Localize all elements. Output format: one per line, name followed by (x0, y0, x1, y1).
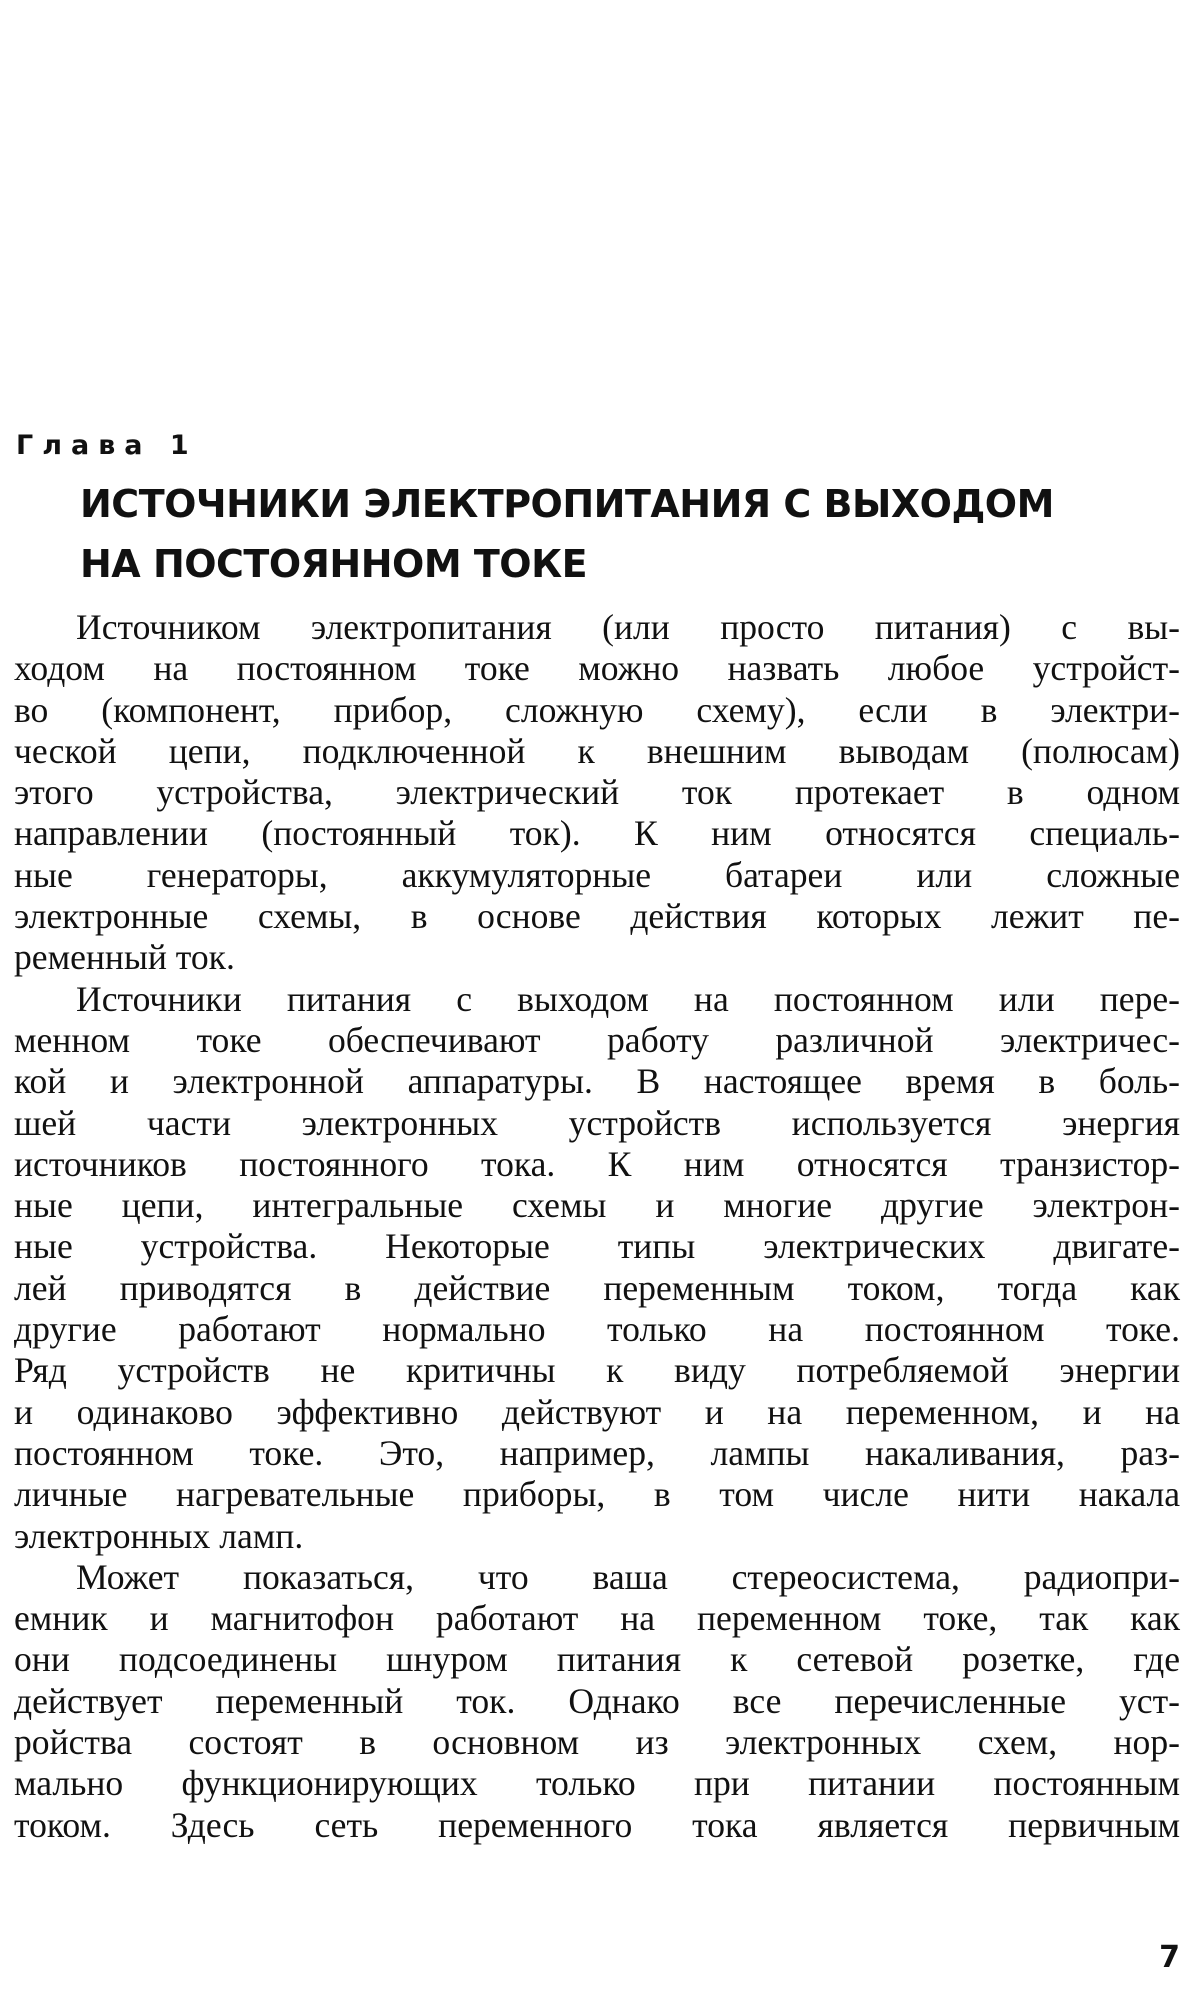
text-line: постоянном токе. Это, например, лампы накаливания, раз- (14, 1432, 1180, 1473)
text-line: Источником электропитания (или просто питания) с вы- (76, 607, 1180, 647)
text-line: направлении (постоянный ток). К ним относятся специаль- (14, 813, 1180, 854)
text-line: электронных ламп. (14, 1515, 304, 1556)
text-line: ные цепи, интегральные схемы и многие другие электрон- (14, 1185, 1180, 1226)
paragraph-3 (14, 1557, 1180, 1846)
text-line: шей части электронных устройств используется энергия (14, 1102, 1180, 1143)
text-line: ременный ток. (14, 937, 235, 978)
text-line: ные устройства. Некоторые типы электрических двигате- (14, 1226, 1180, 1267)
paragraph-1 (14, 607, 1180, 979)
text-line: Может показаться, что ваша стереосистема, радиопри- (76, 1556, 1180, 1597)
text-line: этого устройства, электрический ток протекает в одном (14, 772, 1180, 813)
text-line: мально функционирующих только при питании постоянным (14, 1763, 1180, 1804)
text-line: во (компонент, прибор, сложную схему), если в электри- (14, 689, 1180, 730)
paragraph-2 (14, 979, 1180, 1557)
text-line: ходом на постоянном токе можно назвать любое устройст- (14, 648, 1180, 689)
text-line: емник и магнитофон работают на переменном токе, так как (14, 1598, 1180, 1639)
text-line: ройства состоят в основном из электронных схем, нор- (14, 1722, 1180, 1763)
text-line: электронные схемы, в основе действия которых лежит пе- (14, 896, 1180, 937)
text-line: другие работают нормально только на постоянном токе. (14, 1309, 1180, 1350)
text-line: менном токе обеспечивают работу различной электричес- (14, 1019, 1180, 1060)
text-line: лей приводятся в действие переменным током, тогда как (14, 1267, 1180, 1308)
text-line: они подсоединены шнуром питания к сетевой розетке, где (14, 1639, 1180, 1680)
text-line: ные генераторы, аккумуляторные батареи или сложные (14, 854, 1180, 895)
text-line: и одинаково эффективно действуют и на переменном, и на (14, 1391, 1180, 1432)
text-line: действует переменный ток. Однако все перечисленные уст- (14, 1680, 1180, 1721)
text-line: Ряд устройств не критичны к виду потребляемой энергии (14, 1350, 1180, 1391)
text-line: источников постоянного тока. К ним относятся транзистор- (14, 1143, 1180, 1184)
chapter-title-line: НА ПОСТОЯННОМ ТОКЕ (80, 542, 588, 586)
chapter-title (80, 474, 1180, 594)
text-line: током. Здесь сеть переменного тока является первичным (14, 1804, 1180, 1845)
text-line: Источники питания с выходом на постоянном или пере- (76, 978, 1180, 1019)
chapter-title-line: ИСТОЧНИКИ ЭЛЕКТРОПИТАНИЯ С ВЫХОДОМ (80, 482, 1054, 526)
text-line: личные нагревательные приборы, в том числе нити накала (14, 1474, 1180, 1515)
text-line: ческой цепи, подключенной к внешним выводам (полюсам) (14, 730, 1180, 771)
chapter-label: Глава 1 (16, 430, 198, 461)
body-text (14, 607, 1180, 1846)
page-number: 7 (1159, 1940, 1180, 1975)
text-line: кой и электронной аппаратуры. В настоящее время в боль- (14, 1061, 1180, 1102)
